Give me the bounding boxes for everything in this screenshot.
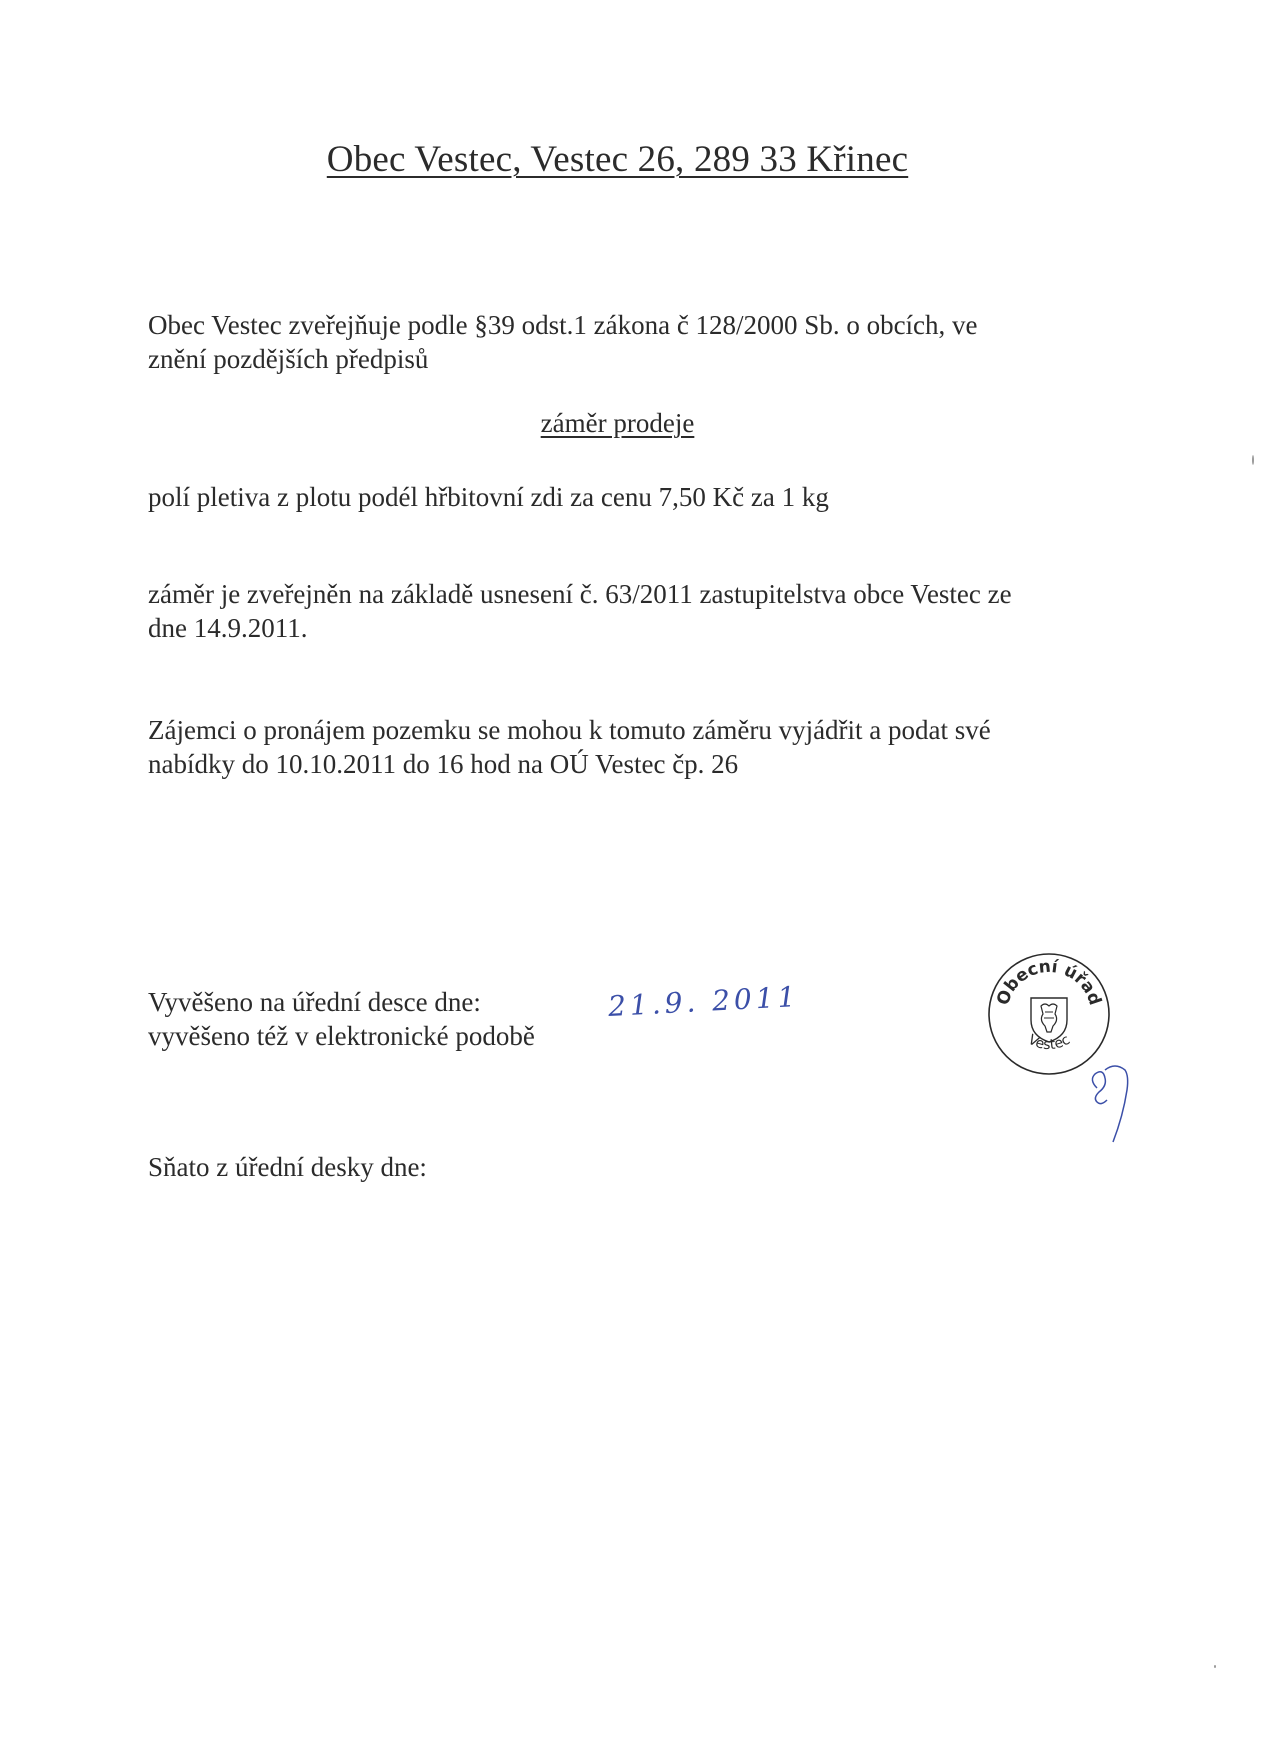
removed-paragraph <box>148 1150 427 1184</box>
offers-paragraph <box>148 713 991 781</box>
stamp-bottom-text: Vestec <box>1025 1031 1073 1054</box>
removed-label: Sňato z úřední desky dne: <box>148 1152 427 1182</box>
posted-paragraph <box>148 985 535 1053</box>
coat-of-arms-icon <box>1031 998 1067 1042</box>
sale-item-text: polí pletiva z plotu podél hřbitovní zdi za cenu 7,50 Kč za 1 kg <box>148 482 829 512</box>
signature-mark <box>1085 1060 1145 1150</box>
resolution-line-2: dne 14.9.2011. <box>148 613 308 643</box>
subheading-text: záměr prodeje <box>540 408 695 438</box>
resolution-line-1: záměr je zveřejněn na základě usnesení č. 63/2011 zastupitelstva obce Vestec ze <box>148 579 1012 609</box>
scan-speck <box>1252 455 1254 465</box>
posted-line-2: vyvěšeno též v elektronické podobě <box>148 1021 535 1051</box>
document-heading <box>0 138 1235 181</box>
scan-speck <box>1214 1665 1216 1668</box>
offers-line-1: Zájemci o pronájem pozemku se mohou k tomuto záměru vyjádřit a podat své <box>148 715 991 745</box>
offers-line-2: nabídky do 10.10.2011 do 16 hod na OÚ Vestec čp. 26 <box>148 749 739 779</box>
document-subheading <box>0 408 1235 439</box>
resolution-paragraph <box>148 577 1012 645</box>
intro-paragraph <box>148 308 978 376</box>
stamp-top-text: Obecní úřad <box>993 956 1105 1008</box>
sale-item-paragraph <box>148 480 829 514</box>
heading-text: Obec Vestec, Vestec 26, 289 33 Křinec <box>326 139 909 180</box>
intro-line-2: znění pozdějších předpisů <box>148 344 429 374</box>
handwritten-posted-date: 21.9. 2011 <box>607 980 801 1023</box>
svg-text:Obecní úřad <box>993 957 1105 1008</box>
posted-line-1: Vyvěšeno na úřední desce dne: <box>148 987 481 1017</box>
intro-line-1: Obec Vestec zveřejňuje podle §39 odst.1 zákona č 128/2000 Sb. o obcích, ve <box>148 310 978 340</box>
office-stamp-icon <box>985 950 1113 1078</box>
